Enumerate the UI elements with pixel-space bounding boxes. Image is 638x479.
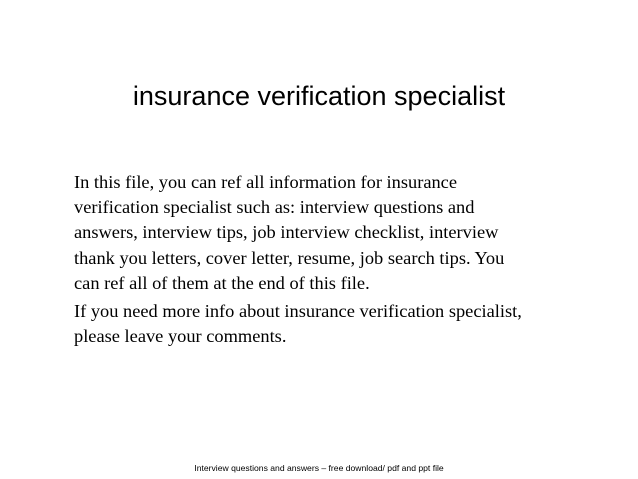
intro-line: verification specialist such as: interview questions and [74, 197, 475, 218]
intro-line: thank you letters, cover letter, resume, job search tips. You [74, 247, 505, 268]
slide-body [74, 170, 604, 349]
intro-line: answers, interview tips, job interview checklist, interview [74, 222, 499, 243]
comments-line: If you need more info about insurance verification specialist, [74, 301, 522, 322]
comments-line: please leave your comments. [74, 326, 287, 347]
slide-title: insurance verification specialist [132, 81, 506, 111]
intro-paragraph [74, 170, 604, 296]
slide-footer: Interview questions and answers – free download/ pdf and ppt file [194, 463, 444, 473]
intro-line: can ref all of them at the end of this file. [74, 272, 370, 293]
comments-paragraph [74, 299, 604, 349]
intro-line: In this file, you can ref all information for insurance [74, 172, 458, 192]
